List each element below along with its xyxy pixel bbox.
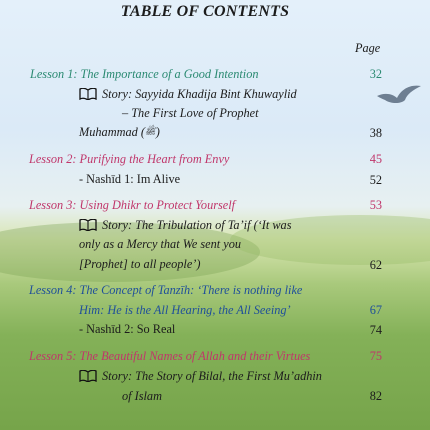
story-3-line-1: Story: The Story of Bilal, the First Mu’adhin xyxy=(102,369,322,383)
book-icon xyxy=(79,370,97,382)
nashid-2: - Nashīd 2: So Real xyxy=(79,322,176,336)
story-3-page: 82 xyxy=(369,389,382,403)
lesson-3-page: 53 xyxy=(369,198,382,212)
story-2-line-1: Story: The Tribulation of Ta’if (‘It was xyxy=(102,218,292,232)
story-1-page: 38 xyxy=(369,126,382,140)
lesson-5-title: Lesson 5: The Beautiful Names of Allah and their Virtues xyxy=(29,349,311,363)
page-column-header: Page xyxy=(355,41,381,55)
lesson-2-page: 45 xyxy=(369,152,382,166)
story-2-page: 62 xyxy=(369,258,382,272)
lesson-4-title-line-2: Him: He is the All Hearing, the All Seeing’ xyxy=(79,303,291,317)
lesson-1-page: 32 xyxy=(369,67,382,81)
story-1-line-2: – The First Love of Prophet xyxy=(122,106,259,120)
lesson-4-page: 67 xyxy=(369,303,382,317)
story-1-line-3: Muhammad (ﷺ) xyxy=(79,125,160,139)
lesson-1-title: Lesson 1: The Importance of a Good Intention xyxy=(30,67,259,81)
lesson-2-title: Lesson 2: Purifying the Heart from Envy xyxy=(29,152,230,166)
page-title: TABLE OF CONTENTS xyxy=(120,3,290,20)
nashid-2-page: 74 xyxy=(369,323,382,337)
book-icon xyxy=(79,219,97,231)
nashid-1: - Nashīd 1: Im Alive xyxy=(79,172,181,186)
story-3-line-2: of Islam xyxy=(122,389,162,403)
lesson-3-title: Lesson 3: Using Dhikr to Protect Yourself xyxy=(29,198,236,212)
story-2-line-2: only as a Mercy that We sent you xyxy=(79,237,241,251)
lesson-4-title-line-1: Lesson 4: The Concept of Tanzīh: ‘There is nothing like xyxy=(29,283,303,297)
story-1-line-1: Story: Sayyida Khadija Bint Khuwaylid xyxy=(102,87,297,101)
lesson-5-page: 75 xyxy=(369,349,382,363)
salutation-glyph: ﷺ xyxy=(144,126,156,136)
story-2-line-3: [Prophet] to all people’) xyxy=(79,257,201,271)
nashid-1-page: 52 xyxy=(369,173,382,187)
book-icon xyxy=(79,88,97,100)
